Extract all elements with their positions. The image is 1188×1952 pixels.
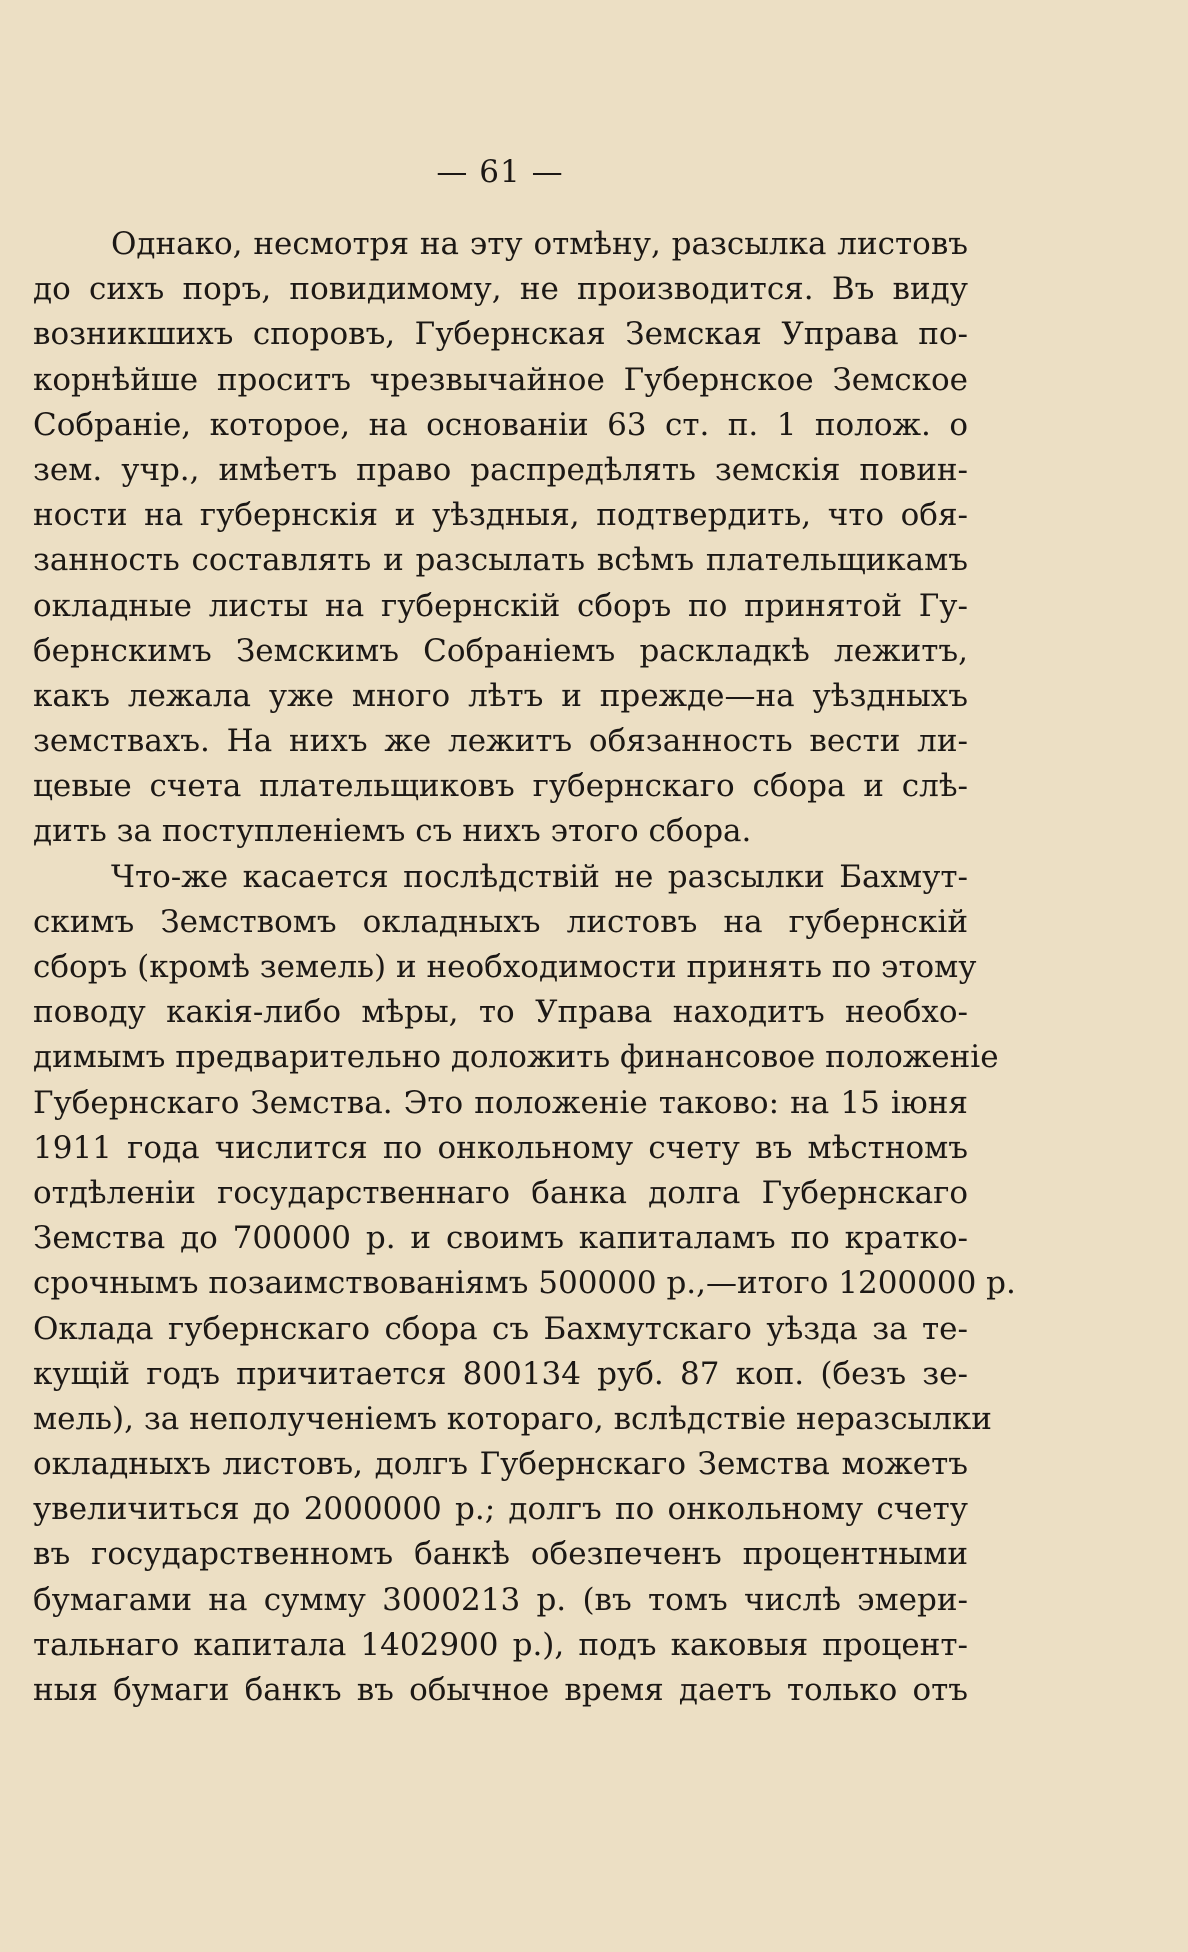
text-line: зем. учр., имѣетъ право распредѣлять земскія повин- [33, 451, 968, 488]
text-line: бумагами на сумму 3000213 р. (въ томъ числѣ эмери- [33, 1581, 968, 1618]
text-line: поводу какія-либо мѣры, то Управа находитъ необхо- [33, 994, 968, 1031]
text-line: какъ лежала уже много лѣтъ и прежде—на уѣздныхъ [33, 677, 968, 714]
text-line: мель), за неполученіемъ котораго, вслѣдствіе неразсылки [33, 1400, 992, 1437]
text-line: цевые счета плательщиковъ губернскаго сбора и слѣ- [33, 768, 968, 805]
text-line: земствахъ. На нихъ же лежитъ обязанность вести ли- [33, 723, 968, 760]
body-text [33, 222, 1016, 1713]
text-line: кущій годъ причитается 800134 руб. 87 коп. (безъ зе- [33, 1355, 968, 1392]
page-number: — 61 — [436, 154, 564, 190]
text-line: Что-же касается послѣдствій не разсылки Бахмут- [111, 858, 968, 895]
paragraph-2 [33, 855, 1016, 1714]
text-line: возникшихъ споровъ, Губернская Земская Управа по- [33, 316, 968, 353]
text-line: увеличиться до 2000000 р.; долгъ по онкольному счету [33, 1491, 968, 1528]
text-line: скимъ Земствомъ окладныхъ листовъ на губернскій [33, 903, 968, 940]
text-line: тальнаго капитала 1402900 р.), подъ каковыя процент- [33, 1626, 968, 1663]
text-line: окладныхъ листовъ, долгъ Губернскаго Земства можетъ [33, 1446, 968, 1483]
text-line: Собраніе, которое, на основаніи 63 ст. п. 1 полож. о [33, 406, 968, 443]
text-line: 1911 года числится по онкольному счету въ мѣстномъ [33, 1129, 968, 1166]
text-line: Оклада губернскаго сбора съ Бахмутскаго уѣзда за те- [33, 1310, 968, 1347]
text-line: димымъ предварительно доложить финансовое положеніе [33, 1039, 999, 1076]
text-line: окладные листы на губернскій сборъ по принятой Гу- [33, 587, 968, 624]
text-line: отдѣленіи государственнаго банка долга Губернскаго [33, 1174, 968, 1211]
text-line: ности на губернскія и уѣздныя, подтвердить, что обя- [33, 497, 968, 534]
text-line: Земства до 700000 р. и своимъ капиталамъ по кратко- [33, 1220, 968, 1257]
text-line: ныя бумаги банкъ въ обычное время даетъ только отъ [33, 1672, 968, 1708]
text-line: срочнымъ позаимствованіямъ 500000 р.,—итого 1200000 р. [33, 1265, 1016, 1302]
text-line: Губернскаго Земства. Это положеніе таково: на 15 іюня [33, 1084, 968, 1121]
text-line: сборъ (кромѣ земель) и необходимости принять по этому [33, 949, 977, 985]
text-line: дить за поступленіемъ съ нихъ этого сбора. [33, 813, 752, 850]
text-line: занность составлять и разсылать всѣмъ плательщикамъ [33, 542, 968, 579]
paragraph-1 [33, 222, 968, 855]
text-line: корнѣйше проситъ чрезвычайное Губернское Земское [33, 361, 968, 398]
text-line: Однако, несмотря на эту отмѣну, разсылка листовъ [111, 226, 968, 262]
text-line: въ государственномъ банкѣ обезпеченъ процентными [33, 1536, 968, 1573]
text-line: бернскимъ Земскимъ Собраніемъ раскладкѣ лежитъ, [33, 632, 968, 669]
text-line: до сихъ поръ, повидимому, не производится. Въ виду [33, 271, 968, 308]
